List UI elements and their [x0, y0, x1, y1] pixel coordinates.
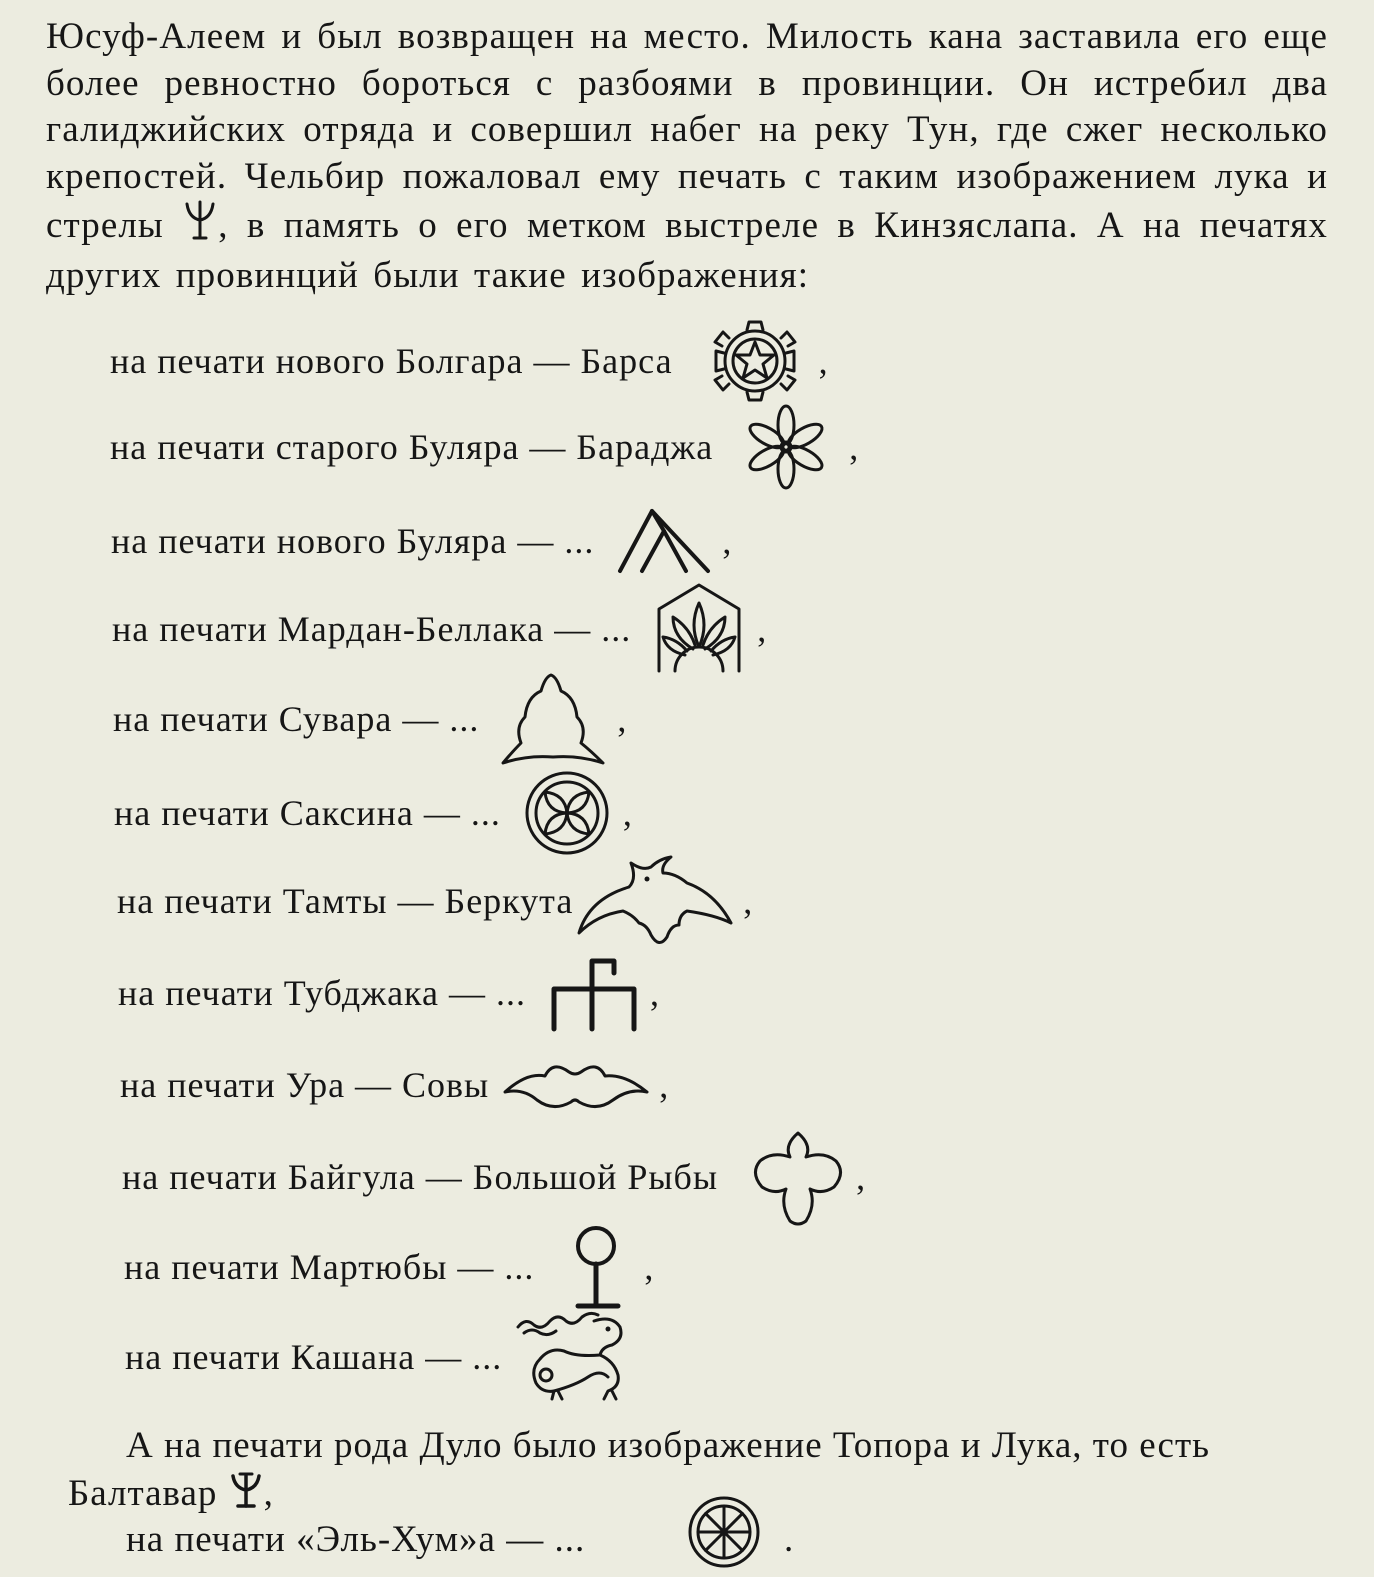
seal-label: на печати Мартюбы — ...	[124, 1247, 535, 1287]
seal-line-baigul	[0, 1132, 1374, 1222]
double-chevron-icon	[614, 501, 714, 581]
seal-line-kashan	[0, 1312, 1374, 1402]
seal-punct: ,	[617, 699, 628, 739]
seal-line-tamty	[0, 856, 1374, 946]
star-wheel-icon	[699, 316, 811, 406]
seal-label: на печати Байгула — Большой Рыбы	[122, 1157, 719, 1197]
wheel-icon	[684, 1492, 764, 1577]
tamga-icon	[546, 953, 642, 1033]
seal-line-tubdzhak	[0, 948, 1374, 1038]
seal-label: на печати нового Болгара — Барса	[110, 341, 673, 381]
seal-label: на печати нового Буляра — ...	[111, 521, 595, 561]
seal-line-mardan-bellak	[0, 584, 1374, 674]
fish-quatrefoil-icon	[748, 1127, 848, 1227]
closing-text-3: на печати «Эль-Хум»а — ...	[126, 1519, 586, 1560]
seal-punct: ,	[644, 1247, 655, 1287]
mountain-icon	[499, 671, 609, 767]
seal-line-bolgar	[0, 316, 1374, 406]
seal-punct: ,	[818, 341, 829, 381]
seal-label: на печати старого Буляра — Бараджа	[110, 427, 714, 467]
seal-label: на печати Саксина — ...	[114, 793, 501, 833]
seal-punct: ,	[849, 427, 860, 467]
seal-label: на печати Ура — Совы	[120, 1065, 490, 1105]
seal-label: на печати Кашана — ...	[125, 1337, 503, 1377]
seal-line-martyuba	[0, 1222, 1374, 1312]
seal-punct: ,	[659, 1065, 670, 1105]
baltavar-icon	[229, 1472, 263, 1518]
flower-icon	[731, 402, 841, 492]
eagle-icon	[575, 853, 735, 949]
dragon-icon	[516, 1307, 636, 1407]
seal-punct: ,	[622, 793, 633, 833]
closing-punct-3: .	[784, 1519, 795, 1560]
seal-line-saksin	[0, 768, 1374, 858]
owl-icon	[501, 1050, 651, 1120]
intro-paragraph	[46, 14, 1328, 299]
seal-label: на печати Сувара — ...	[113, 699, 480, 739]
ring-stand-icon	[556, 1222, 636, 1312]
paragraph-text-part1: Юсуф-Алеем и был возвращен на место. Милость кана заставила его еще более ревностно бороться с разбоями в провинции. Он истребил два галиджийских отряда и совершил набег на реку Тун, где сжег несколько крепостей. Чельбир пожаловал ему печать с таким изображением лука и стрелы	[46, 16, 1328, 246]
seal-punct: ,	[743, 881, 754, 921]
seal-punct: ,	[856, 1157, 867, 1197]
seal-line-new-bular	[0, 496, 1374, 586]
seal-label: на печати Тамты — Беркута	[117, 881, 574, 921]
closing-line-1	[126, 1424, 1374, 1467]
seal-line-ur	[0, 1040, 1374, 1130]
seal-line-suvar	[0, 674, 1374, 764]
seal-punct: ,	[757, 609, 768, 649]
closing-punct-2: ,	[263, 1473, 274, 1514]
closing-text-2: Балтавар	[68, 1473, 218, 1514]
paragraph-text-part2: , в память о его метком выстреле в Кинзяслапа. А на печатях других провинций были такие изображения:	[46, 205, 1328, 296]
seal-label: на печати Мардан-Беллака — ...	[112, 609, 632, 649]
bow-arrow-icon	[183, 200, 217, 253]
circle-cross-icon	[519, 768, 615, 858]
seal-punct: ,	[722, 521, 733, 561]
pentagon-flower-icon	[649, 581, 749, 677]
seal-line-old-bular	[0, 402, 1374, 492]
seal-punct: ,	[649, 973, 660, 1013]
closing-text-1: А на печати рода Дуло было изображение Топора и Лука, то есть	[126, 1425, 1211, 1466]
seal-label: на печати Тубджака — ...	[118, 973, 526, 1013]
